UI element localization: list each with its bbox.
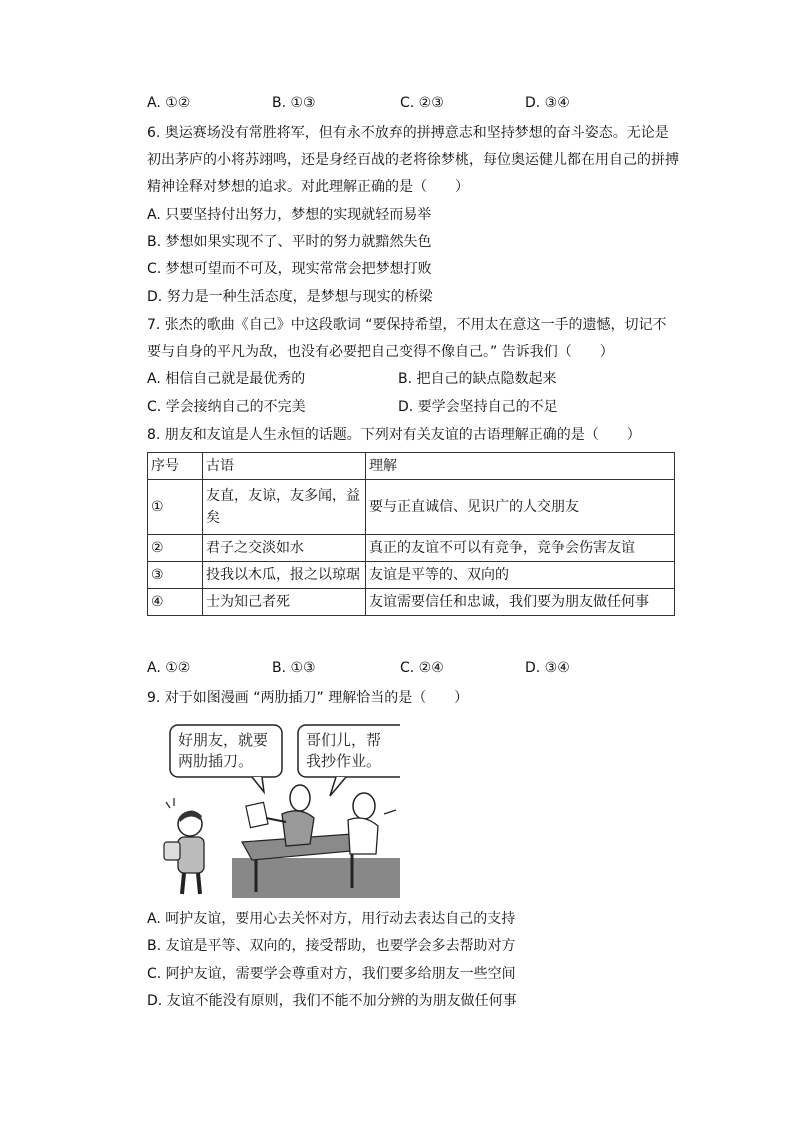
cell-quote: 君子之交淡如水	[203, 535, 366, 562]
two-friends-cartoon	[152, 722, 400, 898]
q5-option-c[interactable]: C. ②③	[400, 95, 444, 111]
q8-option-b[interactable]: B. ①③	[272, 660, 316, 676]
table-header-row	[148, 453, 675, 480]
speech-bubble-left-tail	[252, 777, 264, 792]
cell-index: ③	[148, 562, 203, 589]
friend-at-desk	[348, 793, 396, 854]
q8-options	[147, 660, 707, 680]
q9-option-c[interactable]: C. 阿护友谊，需要学会尊重对方，我们要多给朋友一些空间	[147, 966, 516, 982]
q6-option-a[interactable]: A. 只要坚持付出努力，梦想的实现就轻而易举	[147, 207, 432, 223]
q6-option-b[interactable]: B. 梦想如果实现不了、平时的努力就黯然失色	[147, 234, 432, 250]
cell-meaning: 真正的友谊不可以有竞争，竞争会伤害友谊	[366, 535, 675, 562]
q8-option-c[interactable]: C. ②④	[400, 660, 444, 676]
q7-option-c[interactable]: C. 学会接纳自己的不完美	[147, 399, 306, 415]
header-index: 序号	[148, 453, 203, 480]
cell-meaning: 友谊是平等的、双向的	[366, 562, 675, 589]
q9-option-a[interactable]: A. 呵护友谊，要用心去关怀对方，用行动去表达自己的支持	[147, 911, 516, 927]
q6-stem-line-1: 6. 奥运赛场没有常胜将军，但有永不放弃的拼搏意志和坚持梦想的奋斗姿态。无论是	[147, 125, 669, 141]
friend-handing-paper	[246, 785, 314, 846]
q9-stem: 9. 对于如图漫画 “两肋插刀” 理解恰当的是（ ）	[147, 690, 469, 706]
q9-option-b[interactable]: B. 友谊是平等、双向的，接受帮助，也要学会多去帮助对方	[147, 938, 516, 954]
q5-options	[147, 95, 707, 115]
table-row	[148, 589, 675, 616]
q8-table	[147, 452, 675, 616]
cell-quote: 士为知己者死	[203, 589, 366, 616]
boy-figure	[164, 798, 204, 894]
q6-option-d[interactable]: D. 努力是一种生活态度，是梦想与现实的桥梁	[147, 289, 433, 305]
speech-bubble-right-tail	[330, 777, 346, 796]
cell-index: ①	[148, 480, 203, 535]
q7-stem-line-2: 要与自身的平凡为敌，也没有必要把自己变得不像自己。” 告诉我们（ ）	[147, 344, 614, 360]
q7-option-d[interactable]: D. 要学会坚持自己的不足	[398, 399, 558, 415]
table-row	[148, 562, 675, 589]
q8-option-d[interactable]: D. ③④	[525, 660, 570, 676]
bubble-right-line-1: 哥们儿，帮	[306, 731, 382, 749]
cell-meaning: 要与正直诚信、见识广的人交朋友	[366, 480, 675, 535]
q5-option-d[interactable]: D. ③④	[525, 95, 570, 111]
cell-quote: 投我以木瓜，报之以琼琚	[203, 562, 366, 589]
header-meaning: 理解	[366, 453, 675, 480]
cell-meaning: 友谊需要信任和忠诚，我们要为朋友做任何事	[366, 589, 675, 616]
cell-index: ④	[148, 589, 203, 616]
q9-option-d[interactable]: D. 友谊不能没有原则，我们不能不加分辨的为朋友做任何事	[147, 993, 517, 1009]
q8-option-a[interactable]: A. ①②	[147, 660, 191, 676]
q8-stem: 8. 朋友和友谊是人生永恒的话题。下列对有关友谊的古语理解正确的是（ ）	[147, 427, 641, 443]
bubble-right-line-2: 我抄作业。	[306, 752, 382, 770]
bubble-left-line-2: 两肋插刀。	[178, 752, 254, 770]
table-row	[148, 480, 675, 535]
q5-option-b[interactable]: B. ①③	[272, 95, 316, 111]
bubble-left-line-1: 好朋友，就要	[178, 731, 269, 749]
q5-option-a[interactable]: A. ①②	[147, 95, 191, 111]
q7-option-b[interactable]: B. 把自己的缺点隐数起来	[398, 371, 557, 387]
cell-index: ②	[148, 535, 203, 562]
q7-stem-line-1: 7. 张杰的歌曲《自己》中这段歌词 “要保持希望，不用太在意这一手的遗憾，切记不	[147, 317, 667, 333]
cell-quote: 友直，友谅，友多闻，益矣	[203, 480, 366, 535]
header-quote: 古语	[203, 453, 366, 480]
q7-option-a[interactable]: A. 相信自己就是最优秀的	[147, 371, 306, 387]
q6-stem-line-3: 精神诠释对梦想的追求。对此理解正确的是（ ）	[147, 179, 469, 195]
table-row	[148, 535, 675, 562]
q6-stem-line-2: 初出茅庐的小将苏翊鸣，还是身经百战的老将徐梦桃，每位奥运健儿都在用自己的拼搏	[147, 152, 679, 168]
q6-option-c[interactable]: C. 梦想可望而不可及，现实常常会把梦想打败	[147, 261, 432, 277]
